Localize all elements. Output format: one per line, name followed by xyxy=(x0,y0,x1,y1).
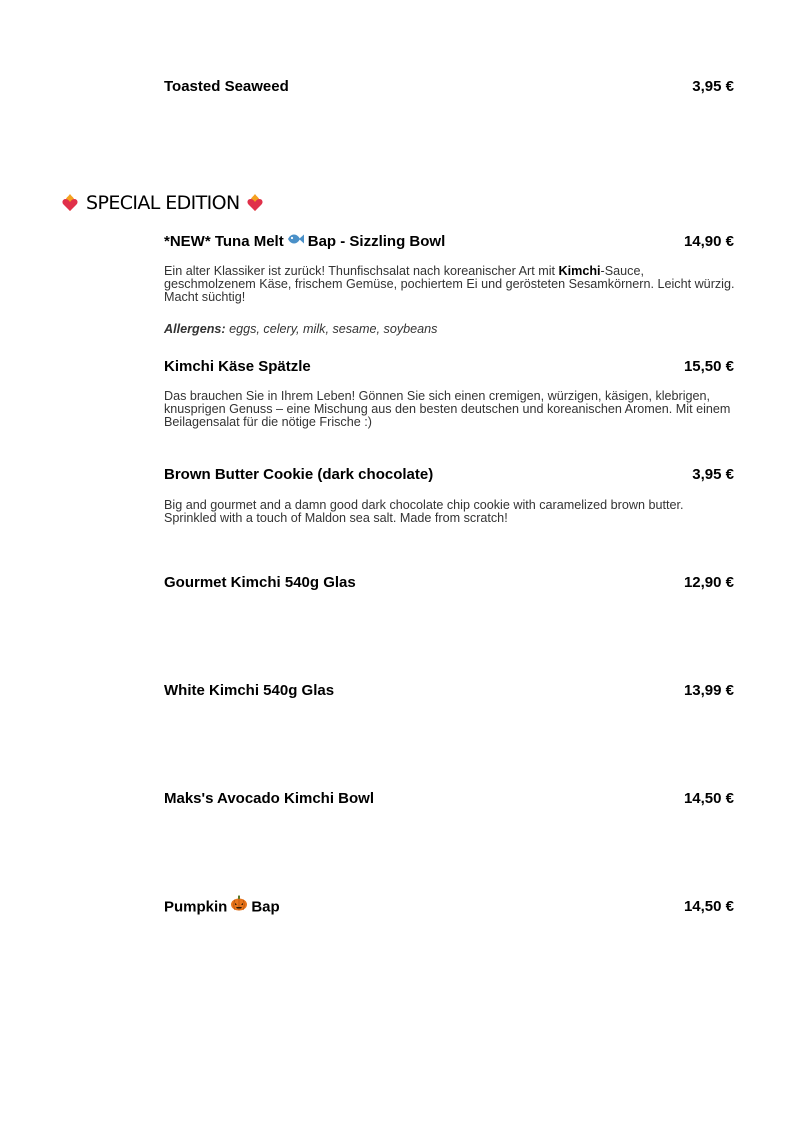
fish-icon xyxy=(287,230,305,252)
menu-item-pumpkin-bap xyxy=(164,896,734,918)
menu-item-avocado-kimchi-bowl xyxy=(164,788,734,810)
section-heading-special-edition xyxy=(60,190,265,216)
menu-item-gourmet-kimchi xyxy=(164,572,734,594)
item-name-suffix: Bap - Sizzling Bowl xyxy=(307,233,446,250)
item-price: 14,50 € xyxy=(683,898,734,915)
item-price: 15,50 € xyxy=(683,358,734,375)
item-price: 14,90 € xyxy=(683,233,734,250)
menu-item-toasted-seaweed xyxy=(164,76,734,98)
item-name xyxy=(164,231,445,253)
allergens-label: Allergens: xyxy=(164,322,226,336)
item-name: White Kimchi 540g Glas xyxy=(164,682,335,699)
item-price: 12,90 € xyxy=(683,574,734,591)
highlight-kimchi: Kimchi xyxy=(558,264,601,278)
item-allergens xyxy=(164,322,736,336)
menu-item-brown-butter-cookie xyxy=(164,464,734,486)
item-name-prefix: Pumpkin xyxy=(164,898,228,916)
item-description: Ein alter Klassiker ist zurück! Thunfischsalat nach koreanischer Art mit Kimchi-Sauce, geschmolzenem Käse, frischem Gemüse, pochiertem Ei und gerösteten Sesamkörnern. Leicht würzig. Macht süchtig! xyxy=(164,264,735,305)
item-name: Maks's Avocado Kimchi Bowl xyxy=(164,790,375,807)
item-price: 3,95 € xyxy=(692,466,734,483)
menu-item-kimchi-kaese-spaetzle xyxy=(164,356,734,378)
pumpkin-icon xyxy=(230,895,248,918)
item-name: Toasted Seaweed xyxy=(164,78,289,95)
item-name-prefix: *NEW* Tuna Melt xyxy=(164,233,284,250)
item-price: 13,99 € xyxy=(683,682,734,699)
item-description: Big and gourmet and a damn good dark chocolate chip cookie with caramelized brown butter. Sprinkled with a touch of Maldon sea salt. Made from scratch! xyxy=(164,498,684,526)
item-name: Brown Butter Cookie (dark chocolate) xyxy=(164,466,434,483)
heart-on-fire-icon xyxy=(245,193,265,213)
allergens-list: eggs, celery, milk, sesame, soybeans xyxy=(229,322,438,336)
item-price: 14,50 € xyxy=(683,790,734,807)
item-name xyxy=(164,896,280,919)
item-price: 3,95 € xyxy=(692,78,734,95)
item-name: Gourmet Kimchi 540g Glas xyxy=(164,574,356,591)
menu-item-tuna-melt xyxy=(164,231,734,253)
section-title: SPECIAL EDITION xyxy=(86,192,240,214)
heart-on-fire-icon xyxy=(60,193,80,213)
item-name: Kimchi Käse Spätzle xyxy=(164,358,311,375)
item-description: Das brauchen Sie in Ihrem Leben! Gönnen Sie sich einen cremigen, würzigen, käsigen, klebrigen, knusprigen Genuss – eine Mischung aus den besten deutschen und koreanischen Aromen. Mit einem Beilagensalat für die nötige Frische :) xyxy=(164,389,731,430)
item-name-suffix: Bap xyxy=(251,898,280,916)
menu-item-white-kimchi xyxy=(164,680,734,702)
